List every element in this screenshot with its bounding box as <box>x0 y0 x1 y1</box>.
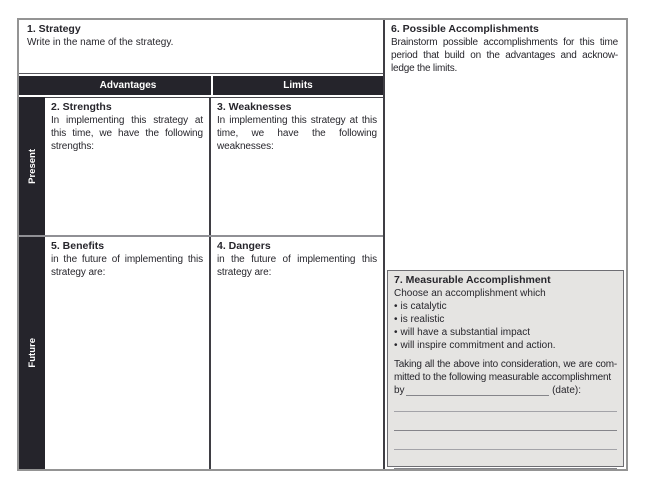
measurable-accomplishment-title: 7. Measurable Accomplishment <box>394 274 551 286</box>
column-header-limits: Limits <box>213 76 383 95</box>
bullet-text: is catalytic <box>400 301 447 312</box>
writing-line <box>394 468 617 469</box>
strengths-title: 2. Strengths <box>51 101 112 113</box>
date-blank-line <box>406 386 550 396</box>
cell-weaknesses <box>211 97 383 235</box>
dangers-desc: in the future of implementing this strategy are: <box>217 254 377 278</box>
header-corner <box>19 76 45 95</box>
weaknesses-desc: In implementing this strategy at this time, we have the following weaknesses: <box>217 115 377 152</box>
bullet-text: will inspire commitment and action. <box>400 340 556 351</box>
column-header-band <box>19 76 383 95</box>
bullet-text: is realistic <box>400 314 445 325</box>
row-present <box>19 97 383 235</box>
bullet-item <box>394 326 617 339</box>
dangers-title: 4. Dangers <box>217 240 271 252</box>
weaknesses-title: 3. Weaknesses <box>217 101 292 113</box>
writing-line <box>394 411 617 412</box>
commitment-text: Taking all the above into consideration, we are com-mitted to the following measurable accomplishment <box>394 359 617 383</box>
benefits-title: 5. Benefits <box>51 240 105 252</box>
bullet-icon: • <box>394 327 398 338</box>
row-label-future: Future <box>19 237 45 469</box>
possible-accomplishments-section <box>385 20 626 270</box>
bullet-item <box>394 300 617 313</box>
strategy-desc: Write in the name of the strategy. <box>27 37 174 48</box>
cell-benefits <box>45 237 211 469</box>
measurable-accomplishment-section <box>387 270 624 467</box>
possible-accomplishments-desc: Brainstorm possible accomplishments for this time period that build on the advantages and acknow-ledge the limits. <box>391 37 618 74</box>
by-label: by <box>394 385 405 396</box>
bullet-item <box>394 339 617 352</box>
strategy-worksheet-form <box>17 18 628 471</box>
bullet-icon: • <box>394 340 398 351</box>
swot-table <box>19 20 385 469</box>
accomplishments-panel <box>385 20 626 469</box>
possible-accomplishments-title: 6. Possible Accomplishments <box>391 23 539 35</box>
benefits-desc: in the future of implementing this strategy are: <box>51 254 203 278</box>
strategy-title: 1. Strategy <box>27 23 81 35</box>
date-label: (date): <box>552 385 581 396</box>
cell-strengths <box>45 97 211 235</box>
bullet-icon: • <box>394 301 398 312</box>
by-date-line <box>394 384 617 398</box>
row-future <box>19 235 383 469</box>
bullet-icon: • <box>394 314 398 325</box>
measurable-intro: Choose an accomplishment which <box>394 288 546 299</box>
writing-line <box>394 449 617 450</box>
writing-line <box>394 430 617 431</box>
column-header-advantages: Advantages <box>45 76 211 95</box>
strengths-desc: In implementing this strategy at this time, we have the following strengths: <box>51 115 203 152</box>
bullet-text: will have a substantial impact <box>400 327 531 338</box>
cell-dangers <box>211 237 383 469</box>
bullet-item <box>394 313 617 326</box>
strategy-section <box>19 20 383 74</box>
row-label-present: Present <box>19 97 45 235</box>
